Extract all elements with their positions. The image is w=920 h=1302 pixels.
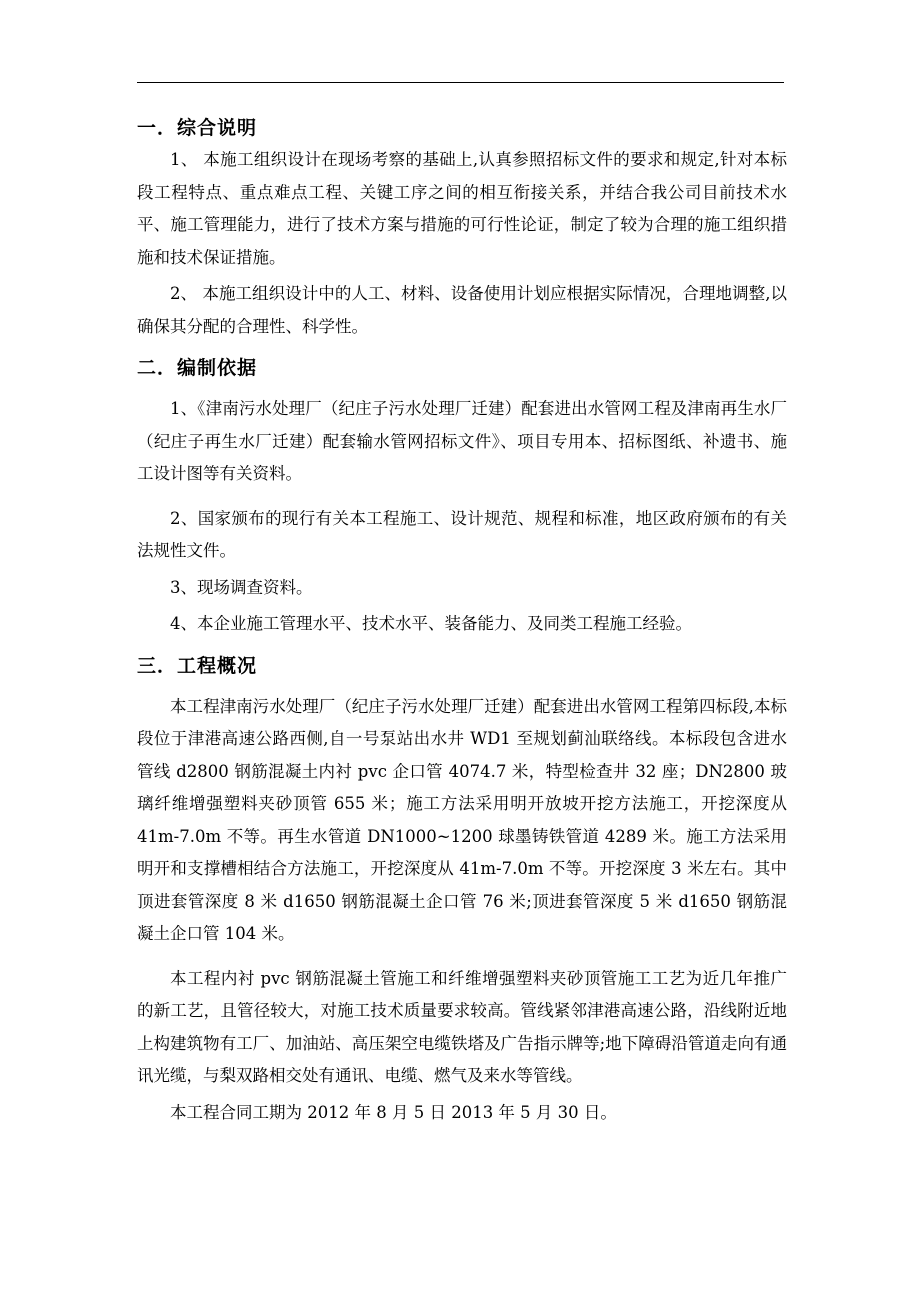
paragraph: 1、《津南污水处理厂（纪庄子污水处理厂迁建）配套进出水管网工程及津南再生水厂（纪庄子再生水厂迁建）配套输水管网招标文件》、项目专用本、招标图纸、补遗书、施工设计图等有关资料。 — [137, 399, 787, 483]
paragraph: 1、 本施工组织设计在现场考察的基础上,认真参照招标文件的要求和规定,针对本标段工程特点、重点难点工程、关键工序之间的相互衔接关系，并结合我公司目前技术水平、施工管理能力，进行了技术方案与措施的可行性论证，制定了较为合理的施工组织措施和技术保证措施。 — [137, 150, 787, 267]
paragraph: 3、现场调查资料。 — [170, 577, 313, 597]
document-body — [137, 112, 787, 1129]
paragraph: 2、 本施工组织设计中的人工、材料、设备使用计划应根据实际情况，合理地调整,以确保其分配的合理性、科学性。 — [137, 284, 787, 336]
section-heading-overview: 一．综合说明 — [137, 117, 258, 139]
paragraph: 2、国家颁布的现行有关本工程施工、设计规范、规程和标准，地区政府颁布的有关法规性文件。 — [137, 508, 787, 560]
paragraph: 本工程合同工期为 2012 年 8 月 5 日 2013 年 5 月 30 日。 — [170, 1102, 617, 1122]
paragraph: 本工程内衬 pvc 钢筋混凝土管施工和纤维增强塑料夹砂顶管施工工艺为近几年推广的新工艺，且管径较大，对施工技术质量要求较高。管线紧邻津港高速公路，沿线附近地上构建筑物有工厂、加油站、高压架空电缆铁塔及广告指示牌等;地下障碍沿管道走向有通讯光缆，与梨双路相交处有通讯、电缆、燃气及来水等管线。 — [137, 968, 787, 1085]
paragraph: 本工程津南污水处理厂（纪庄子污水处理厂迁建）配套进出水管网工程第四标段,本标段位于津港高速公路西侧,自一号泵站出水井 WD1 至规划蓟汕联络线。本标段包含进水管线 d2800 钢筋混凝土内衬 pvc 企口管 4074.7 米，特型检查井 32 座；DN2800 玻璃纤维增强塑料夹砂顶管 655 米；施工方法采用明开放坡开挖方法施工，开挖深度从 41m-7.0m 不等。再生水管道 DN1000~1200 球墨铸铁管道 4289 米。施工方法采用明开和支撑槽相结合方法施工，开挖深度从 41m-7.0m 不等。开挖深度 3 米左右。其中顶进套管深度 8 米 d1650 钢筋混凝土企口管 76 米;顶进套管深度 5 米 d1650 钢筋混凝土企口管 104 米。 — [137, 696, 787, 943]
section-heading-basis: 二．编制依据 — [137, 357, 258, 379]
paragraph: 4、本企业施工管理水平、技术水平、装备能力、及同类工程施工经验。 — [170, 614, 692, 633]
section-heading-project-summary: 三．工程概况 — [137, 654, 258, 677]
header-rule — [137, 82, 784, 83]
